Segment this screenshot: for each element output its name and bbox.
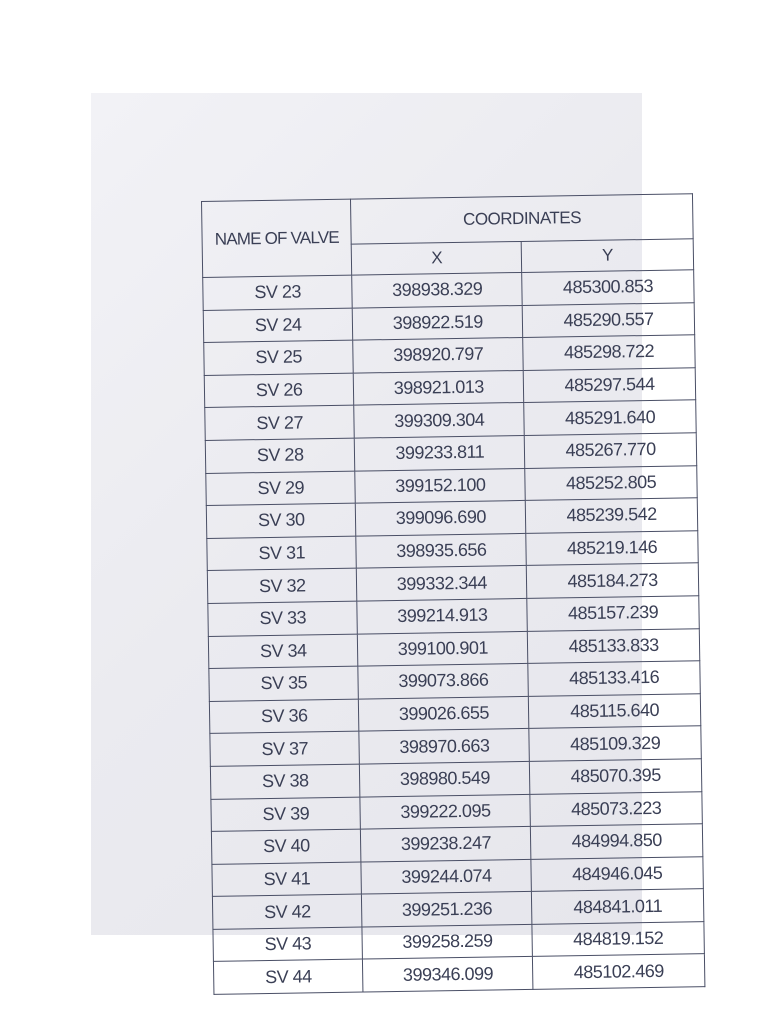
x-coordinate-cell: 398920.797 [353, 338, 523, 373]
x-coordinate-cell: 398922.519 [353, 305, 523, 340]
x-coordinate-cell: 399332.344 [357, 566, 527, 601]
valve-name-cell: SV 30 [206, 503, 356, 538]
y-coordinate-cell: 485219.146 [526, 530, 698, 565]
y-coordinate-cell: 485291.640 [524, 400, 696, 435]
valve-name-cell: SV 39 [211, 797, 361, 832]
x-coordinate-cell: 399233.811 [355, 435, 525, 470]
x-coordinate-cell: 399346.099 [363, 957, 533, 992]
x-coordinate-cell: 399309.304 [354, 403, 524, 438]
y-coordinate-cell: 485252.805 [525, 465, 697, 500]
valve-name-cell: SV 43 [213, 927, 363, 962]
x-coordinate-cell: 398980.549 [360, 761, 530, 796]
y-coordinate-cell: 485133.416 [528, 661, 700, 696]
valve-name-cell: SV 24 [203, 308, 353, 343]
y-coordinate-cell: 485298.722 [523, 335, 695, 370]
valve-name-cell: SV 37 [210, 731, 360, 766]
y-coordinate-cell: 484946.045 [531, 856, 703, 891]
photographed-page [91, 93, 664, 987]
header-row [202, 194, 694, 247]
valve-name-cell: SV 31 [207, 536, 357, 571]
valve-name-cell: SV 40 [211, 829, 361, 864]
x-coordinate-cell: 398938.329 [352, 272, 522, 307]
x-coordinate-cell: 398970.663 [359, 729, 529, 764]
valve-name-cell: SV 28 [205, 438, 355, 473]
y-coordinate-cell: 485184.273 [527, 563, 699, 598]
y-coordinate-cell: 485070.395 [530, 759, 702, 794]
x-coordinate-cell: 399258.259 [362, 924, 532, 959]
valve-coordinates-sheet [201, 193, 705, 995]
y-coordinate-cell: 485157.239 [527, 596, 699, 631]
valve-name-cell: SV 23 [203, 275, 353, 310]
y-coordinate-cell: 484841.011 [532, 889, 704, 924]
table-row [213, 954, 704, 994]
x-coordinate-cell: 399238.247 [361, 826, 531, 861]
x-coordinate-cell: 399214.913 [357, 598, 527, 633]
valve-name-cell: SV 34 [208, 634, 358, 669]
valve-name-cell: SV 38 [210, 764, 360, 799]
y-column-header: Y [521, 239, 693, 273]
y-coordinate-cell: 485239.542 [525, 498, 697, 533]
y-coordinate-cell: 485297.544 [523, 368, 695, 403]
valve-name-cell: SV 32 [207, 568, 357, 603]
valve-name-cell: SV 27 [205, 405, 355, 440]
x-coordinate-cell: 399152.100 [355, 468, 525, 503]
valve-name-cell: SV 44 [213, 960, 363, 995]
x-coordinate-cell: 398935.656 [356, 533, 526, 568]
valve-name-cell: SV 36 [209, 699, 359, 734]
x-coordinate-cell: 399073.866 [358, 664, 528, 699]
x-coordinate-cell: 399100.901 [358, 631, 528, 666]
x-coordinate-cell: 399026.655 [359, 696, 529, 731]
valve-coordinates-table [201, 193, 705, 995]
valve-name-cell: SV 25 [204, 340, 354, 375]
valve-name-cell: SV 33 [208, 601, 358, 636]
x-coordinate-cell: 399244.074 [361, 859, 531, 894]
valve-name-cell: SV 35 [209, 666, 359, 701]
x-coordinate-cell: 399251.236 [362, 892, 532, 927]
table-body [203, 270, 705, 995]
x-column-header: X [352, 241, 522, 275]
valve-name-cell: SV 26 [204, 373, 354, 408]
y-coordinate-cell: 485102.469 [533, 954, 705, 989]
y-coordinate-cell: 485109.329 [529, 726, 701, 761]
coordinates-header: COORDINATES [351, 194, 693, 244]
y-coordinate-cell: 484819.152 [532, 922, 704, 957]
valve-name-cell: SV 29 [206, 471, 356, 506]
y-coordinate-cell: 485290.557 [522, 302, 694, 337]
x-coordinate-cell: 398921.013 [354, 370, 524, 405]
y-coordinate-cell: 485267.770 [524, 433, 696, 468]
valve-name-cell: SV 42 [212, 894, 362, 929]
y-coordinate-cell: 485300.853 [522, 270, 694, 305]
name-of-valve-header: NAME OF VALVE [202, 199, 353, 277]
y-coordinate-cell: 485115.640 [529, 693, 701, 728]
y-coordinate-cell: 484994.850 [531, 824, 703, 859]
x-coordinate-cell: 399222.095 [360, 794, 530, 829]
y-coordinate-cell: 485073.223 [530, 791, 702, 826]
valve-name-cell: SV 41 [212, 862, 362, 897]
x-coordinate-cell: 399096.690 [356, 501, 526, 536]
y-coordinate-cell: 485133.833 [528, 628, 700, 663]
